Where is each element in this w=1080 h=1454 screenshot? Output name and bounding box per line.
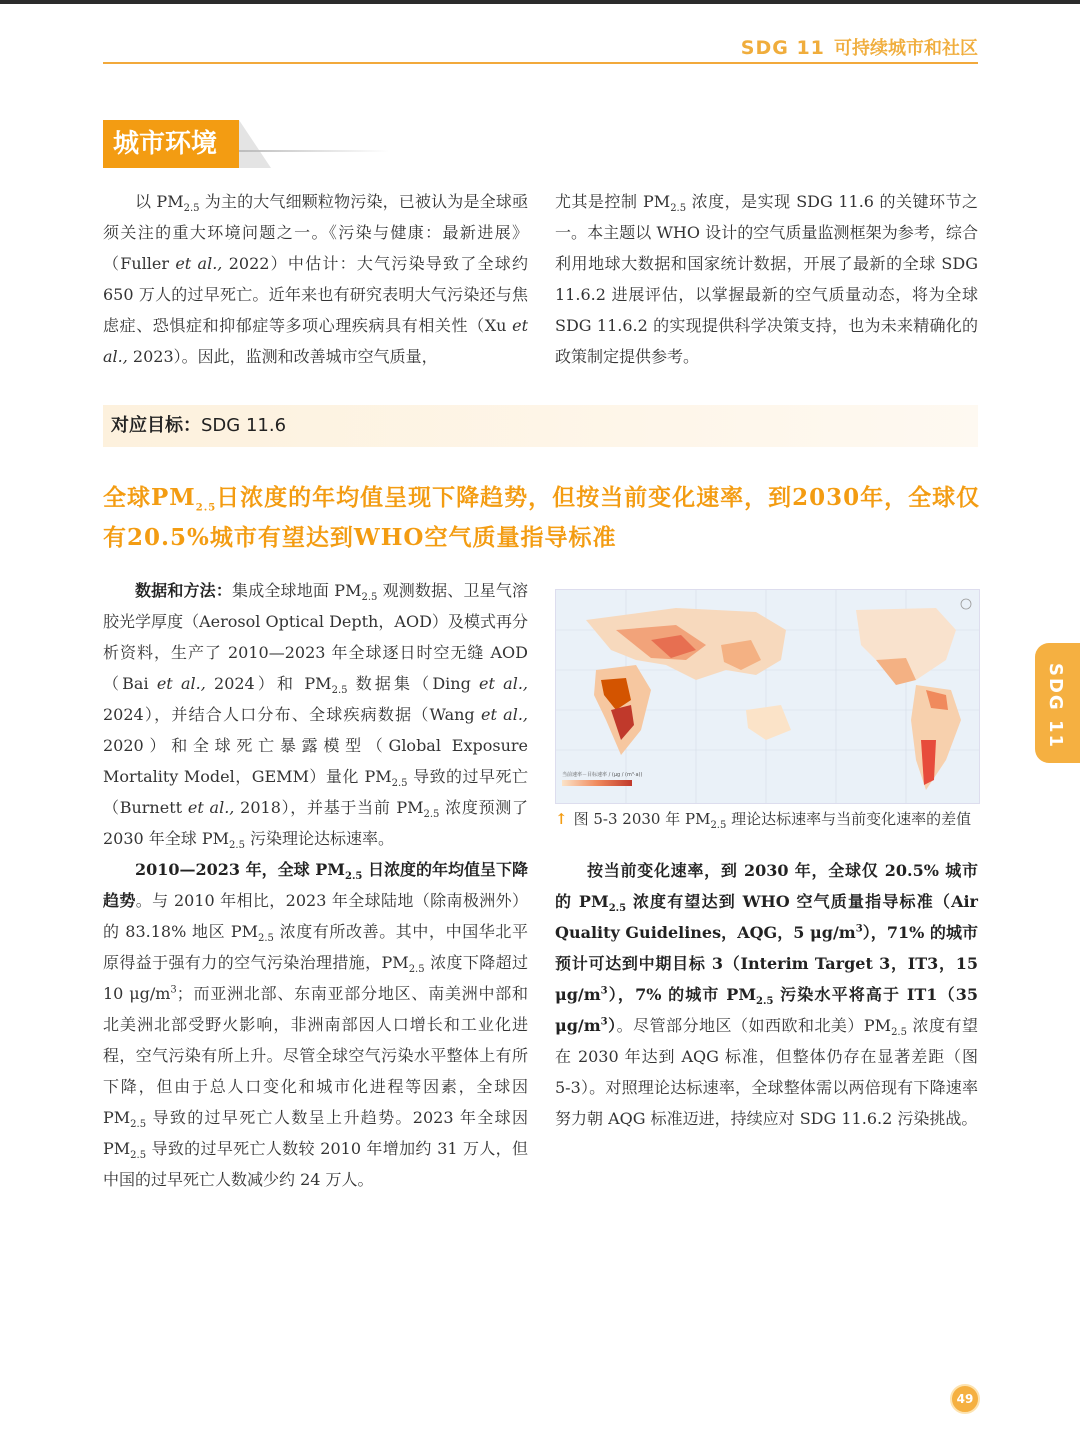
- body-right-column: [555, 855, 978, 1134]
- section-title-rule: [239, 150, 389, 152]
- page-number: 49: [950, 1384, 980, 1414]
- methods-paragraph: 数据和方法：集成全球地面 $PM_{2.5}$ 观测数据、卫星气溶胶光学厚度（Aerosol Optical Depth，AOD）及模式再分析资料，生产了 2010—2023 年全球逐日时空无缝 AOD（Bai et al., 2024）和 $PM_{2.5}$ 数据集（Ding et al., 2024），并结合人口分布、全球疾病数据（Wang et al., 2020）和全球死亡暴露模型（Global Exposure Mortality Model，GEMM）量化 $PM_{2.5}$ 导致的过早死亡（Burnett et al., 2018），并基于当前 $PM_{2.5}$ 浓度预测了 2030 年全球 $PM_{2.5}$ 污染理论达标速率。: [103, 581, 529, 852]
- map-legend-label: 当前速率－目标速率 / (μg / (m³·a)): [562, 772, 643, 778]
- target-value: SDG 11.6: [201, 415, 287, 436]
- projection-paragraph: 按当前变化速率，到 2030 年，全球仅 20.5% 城市的 $PM_{2.5}$ 浓度有望达到 WHO 空气质量指导标准（Air Quality Guidelines，AQG，5 $\mu g/m^3$），71% 的城市预计可达到中期目标 3（Interim Target 3，IT3，15 $\mu g/m^3$），7% 的城市 $PM_{2.5}$ 污染水平将高于 IT1（35 $\mu g/m^3$）。尽管部分地区（如西欧和北美）$PM_{2.5}$ 浓度有望在 2030 年达到 AQG 标准，但整体仍存在显著差距（图 5-3）。对照理论达标速率，全球整体需以两倍现有下降速率努力朝 AQG 标准迈进，持续应对 SDG 11.6.2 污染挑战。: [555, 861, 979, 1128]
- figure-caption: [555, 808, 985, 829]
- intro-left-column: [103, 186, 528, 372]
- target-bar: [103, 405, 978, 447]
- running-header: [103, 34, 978, 64]
- figure-map: [555, 589, 980, 804]
- section-title: 城市环境: [103, 120, 239, 168]
- body-left-column: [103, 575, 528, 1195]
- intro-left-paragraph: 以 $PM_{2.5}$ 为主的大气细颗粒物污染，已被认为是全球亟须关注的重大环境问题之一。《污染与健康：最新进展》（Fuller et al., 2022）中估计：大气污染导致了全球约 650 万人的过早死亡。近年来也有研究表明大气污染还与焦虑症、恐惧症和抑郁症等多项心理疾病具有相关性（Xu et al., 2023）。因此，监测和改善城市空气质量，: [103, 192, 528, 366]
- caption-arrow-icon: ↑: [555, 810, 568, 828]
- chapter-side-tab: [1035, 643, 1080, 763]
- target-label: 对应目标：: [111, 415, 201, 436]
- trend-paragraph: 2010—2023 年，全球 $PM_{2.5}$ 日浓度的年均值呈下降趋势。与 2010 年相比，2023 年全球陆地（除南极洲外）的 83.18% 地区 $PM_{2.5}$ 浓度有所改善。其中，中国华北平原得益于强有力的空气污染治理措施，$PM_{2.5}$ 浓度下降超过 10 $\mu g/m^3$；而亚洲北部、东南亚部分地区、南美洲中部和北美洲北部受野火影响，非洲南部因人口增长和工业化进程，空气污染有所上升。尽管全球空气污染水平整体上有所下降，但由于总人口变化和城市化进程等因素，全球因 $PM_{2.5}$ 导致的过早死亡人数呈上升趋势。2023 年全球因 $PM_{2.5}$ 导致的过早死亡人数较 2010 年增加约 31 万人，但中国的过早死亡人数减少约 24 万人。: [103, 860, 529, 1189]
- header-sdg: SDG 11: [740, 37, 825, 59]
- caption-text: 图 5-3 2030 年 $PM_{2.5}$ 理论达标速率与当前变化速率的差值: [573, 810, 972, 831]
- section-title-decoration: [239, 120, 271, 168]
- key-finding-headline: 全球$PM_{2.5}$日浓度的年均值呈现下降趋势，但按当前变化速率，到2030年，全球仅有20.5%城市有望达到WHO空气质量指导标准: [103, 484, 981, 551]
- side-tab-label: SDG 11: [1045, 663, 1066, 749]
- top-rule: [0, 0, 1080, 4]
- intro-right-column: [555, 186, 978, 372]
- world-map-graphic: [556, 590, 979, 803]
- header-title: 可持续城市和社区: [834, 38, 978, 59]
- intro-right-paragraph: 尤其是控制 $PM_{2.5}$ 浓度，是实现 SDG 11.6 的关键环节之一。本主题以 WHO 设计的空气质量监测框架为参考，综合利用地球大数据和国家统计数据，开展了最新的全球 SDG 11.6.2 进展评估，以掌握最新的空气质量动态，将为全球 SDG 11.6.2 的实现提供科学决策支持，也为未来精确化的政策制定提供参考。: [555, 192, 978, 366]
